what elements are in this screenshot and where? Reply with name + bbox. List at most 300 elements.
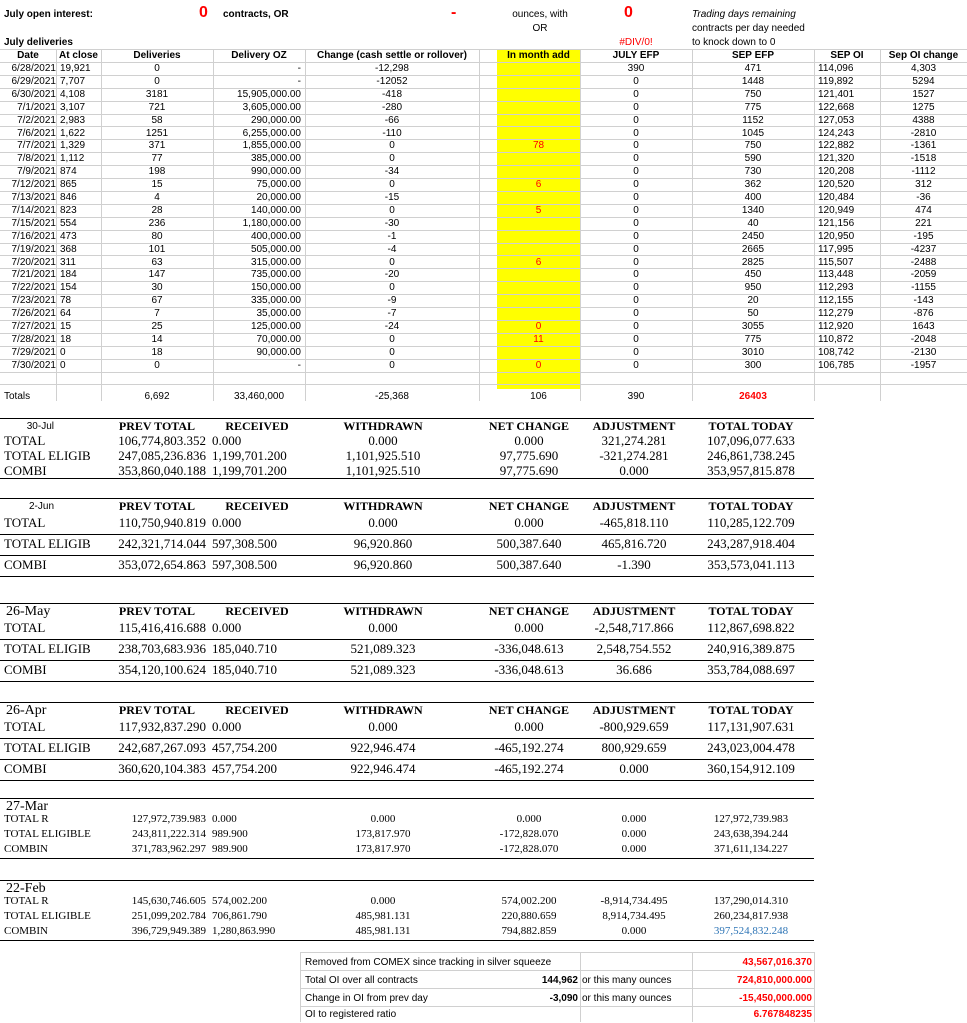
section-cell: 0.000 [619, 761, 649, 776]
section-header: PREV TOTAL [118, 604, 196, 618]
row-sep-oi: 127,053 [818, 114, 855, 126]
section-cell: 0.000 [514, 620, 544, 635]
section-cell: 597,308.500 [212, 536, 277, 551]
section-cell: 185,040.710 [212, 641, 277, 656]
section-cell: 1,280,863.990 [212, 925, 276, 937]
row-delivery-oz: 3,605,000.00 [242, 101, 301, 113]
totals-deliveries: 6,692 [144, 391, 170, 402]
section-cell: 247,085,236.836 [118, 448, 206, 463]
row-change: -110 [382, 127, 402, 139]
row-sep-efp: 590 [744, 153, 762, 165]
row-sep-oi-change: 474 [915, 204, 932, 216]
row-at-close: 3,107 [60, 101, 86, 113]
row-at-close: 823 [60, 204, 77, 216]
section-row-label: TOTAL R [4, 814, 49, 825]
row-sep-oi: 120,520 [818, 179, 855, 191]
row-change: -15 [384, 192, 400, 203]
section-cell: 0.000 [621, 843, 647, 855]
section-cell: 0.000 [212, 719, 242, 734]
section-cell: 521,089.323 [350, 662, 416, 677]
section-cell: 574,002.200 [212, 895, 267, 907]
summary-gridline [300, 952, 301, 1022]
row-sep-oi: 122,668 [818, 101, 855, 113]
oi-ounces: 724,810,000.000 [736, 975, 812, 986]
row-deliveries: 101 [148, 243, 166, 255]
row-july-efp: 0 [633, 179, 639, 191]
row-deliveries: 0 [154, 63, 160, 74]
row-at-close: 1,112 [60, 153, 85, 165]
section-cell: 137,290,014.310 [713, 895, 789, 907]
row-date: 7/6/2021 [17, 127, 56, 139]
row-sep-oi-change: -1518 [910, 153, 937, 165]
row-sep-efp: 750 [744, 88, 762, 100]
section-header: PREV TOTAL [118, 499, 196, 513]
section-cell: 353,957,815.878 [707, 463, 795, 478]
section-cell: 0.000 [514, 719, 544, 734]
section-cell: 0.000 [621, 828, 647, 840]
summary-gridline [814, 952, 815, 1022]
section-cell: 251,099,202.784 [131, 910, 206, 922]
section-row-label: COMBI [4, 558, 47, 571]
row-sep-oi: 108,742 [818, 346, 855, 358]
row-delivery-oz: 1,855,000.00 [242, 140, 301, 152]
section-cell: 353,860,040.188 [118, 463, 206, 478]
row-date: 7/28/2021 [11, 333, 56, 345]
row-july-efp: 0 [633, 295, 639, 307]
section-cell: 321,274.281 [601, 433, 667, 448]
row-in-month-add: 0 [535, 359, 542, 371]
row-july-efp: 0 [633, 75, 639, 87]
row-delivery-oz: 990,000.00 [250, 166, 301, 178]
row-sep-efp: 1448 [741, 75, 765, 87]
section-row-label: COMBIN [4, 926, 49, 937]
section-cell: 0.000 [516, 813, 542, 825]
section-cell: 353,784,088.697 [707, 662, 795, 677]
section-cell: 485,981.131 [355, 910, 411, 922]
section-cell: -8,914,734.495 [600, 895, 668, 907]
row-date: 7/7/2021 [17, 140, 56, 152]
row-sep-oi: 113,448 [818, 269, 854, 281]
removed-value: 43,567,016.370 [742, 957, 812, 968]
row-delivery-oz: 140,000.00 [250, 204, 301, 216]
section-cell: 0.000 [368, 719, 398, 734]
row-sep-efp: 1340 [741, 204, 765, 216]
row-sep-efp: 3010 [741, 346, 765, 358]
change-mid: or this many ounces [582, 993, 672, 1004]
column-header: Date [17, 50, 39, 61]
section-cell: 117,131,907.631 [707, 719, 795, 734]
row-july-efp: 0 [633, 192, 639, 203]
section-header: ADJUSTMENT [592, 703, 676, 717]
row-sep-oi: 106,785 [818, 359, 855, 371]
row-at-close: 15 [60, 321, 72, 332]
section-cell: 185,040.710 [212, 662, 277, 677]
section-cell: 354,120,100.624 [118, 662, 206, 677]
row-delivery-oz: 505,000.00 [250, 243, 301, 255]
row-sep-oi: 114,096 [818, 63, 854, 74]
column-header: In month add [507, 50, 570, 61]
row-delivery-oz: 1,180,000.00 [242, 217, 301, 229]
row-july-efp: 0 [633, 333, 639, 345]
removed-label: Removed from COMEX since tracking in silver squeeze [305, 957, 552, 968]
section-cell: 127,972,739.983 [131, 813, 206, 825]
section-cell: 0.000 [514, 433, 544, 448]
section-cell: 107,096,077.633 [707, 433, 795, 448]
section-header: TOTAL TODAY [708, 703, 794, 717]
row-sep-efp: 775 [744, 101, 762, 113]
row-deliveries: 18 [151, 346, 163, 358]
row-deliveries: 371 [148, 140, 166, 152]
row-delivery-oz: 735,000.00 [250, 269, 301, 281]
row-deliveries: 30 [151, 282, 163, 294]
section-cell: -172,828.070 [499, 843, 559, 855]
row-sep-oi-change: -36 [916, 192, 931, 203]
row-deliveries: 236 [148, 217, 166, 229]
ounces-dash: - [451, 4, 457, 21]
section-cell: 243,023,004.478 [707, 740, 795, 755]
row-at-close: 473 [60, 230, 77, 242]
row-at-close: 368 [60, 243, 77, 255]
section-row-label: TOTAL [4, 516, 46, 529]
gridline-v [479, 49, 480, 401]
row-at-close: 0 [60, 359, 66, 371]
row-sep-efp: 40 [747, 217, 759, 229]
row-july-efp: 0 [633, 243, 639, 255]
row-change: -34 [384, 166, 400, 178]
column-header: Change (cash settle or rollover) [316, 50, 468, 61]
row-at-close: 1,622 [60, 127, 86, 139]
row-delivery-oz: 75,000.00 [256, 179, 301, 191]
oi-mid: or this many ounces [582, 975, 672, 986]
row-at-close: 846 [60, 192, 77, 203]
section-line [0, 880, 814, 881]
july-deliveries-label: July deliveries [4, 37, 73, 48]
section-cell: -336,048.613 [494, 662, 564, 677]
section-cell: 0.000 [212, 620, 242, 635]
section-cell: 1,101,925.510 [345, 448, 421, 463]
row-date: 7/2/2021 [17, 114, 56, 126]
section-cell: 97,775.690 [499, 448, 559, 463]
row-july-efp: 0 [633, 217, 639, 229]
row-july-efp: 0 [633, 256, 639, 268]
section-cell: 371,783,962.297 [131, 843, 206, 855]
row-date: 7/22/2021 [11, 282, 56, 294]
row-sep-oi-change: -4237 [910, 243, 937, 255]
row-in-month-add: 78 [532, 140, 545, 152]
row-change: -12,298 [375, 63, 409, 74]
section-cell: 2,548,754.552 [596, 641, 672, 656]
row-in-month-add: 6 [535, 256, 542, 268]
row-change: 0 [389, 333, 395, 345]
section-header: RECEIVED [225, 419, 289, 433]
row-in-month-add: 5 [535, 204, 542, 216]
trading-days-line2: contracts per day needed [692, 23, 805, 34]
row-sep-efp: 2665 [741, 243, 765, 255]
row-july-efp: 0 [633, 153, 639, 165]
row-sep-oi: 120,484 [818, 192, 855, 203]
row-july-efp: 0 [633, 204, 639, 216]
row-delivery-oz: 6,255,000.00 [242, 127, 301, 139]
summary-gridline [580, 952, 581, 1022]
row-sep-efp: 3055 [741, 321, 765, 332]
section-cell: 110,285,122.709 [707, 515, 795, 530]
totals-oz: 33,460,000 [233, 391, 285, 402]
row-sep-oi: 119,892 [818, 75, 854, 87]
row-change: -12052 [376, 75, 408, 87]
row-sep-efp: 2825 [741, 256, 765, 268]
section-cell: 0.000 [514, 515, 544, 530]
row-in-month-add: 11 [533, 333, 544, 345]
row-at-close: 311 [60, 256, 76, 268]
row-sep-oi-change: 4388 [912, 114, 935, 126]
row-sep-oi: 121,156 [818, 217, 855, 229]
section-cell: 989.900 [212, 828, 248, 840]
section-cell: 360,620,104.383 [118, 761, 206, 776]
row-sep-oi: 117,995 [818, 243, 854, 255]
row-date: 7/29/2021 [11, 346, 56, 358]
row-sep-oi-change: 1527 [912, 88, 935, 100]
section-header: NET CHANGE [488, 499, 570, 513]
section-row-line [0, 555, 814, 556]
totals-change: -25,368 [375, 391, 409, 402]
section-row-line [0, 576, 814, 577]
row-delivery-oz: - [297, 63, 301, 74]
row-sep-oi-change: -2059 [910, 269, 937, 281]
row-date: 7/14/2021 [11, 204, 56, 216]
column-header: JULY EFP [612, 50, 660, 61]
row-deliveries: 0 [154, 75, 160, 87]
totals-in-month: 106 [530, 391, 547, 402]
section-cell: 922,946.474 [350, 740, 416, 755]
section-cell: -172,828.070 [499, 828, 559, 840]
totals-july-efp: 390 [627, 391, 645, 402]
section-cell: 360,154,912.109 [707, 761, 795, 776]
row-delivery-oz: 290,000.00 [250, 114, 301, 126]
row-deliveries: 7 [154, 308, 160, 320]
row-change: -66 [384, 114, 400, 126]
section-date: 2-Jun [28, 501, 54, 512]
row-deliveries: 58 [151, 114, 163, 126]
row-deliveries: 3181 [145, 88, 169, 100]
row-delivery-oz: 315,000.00 [250, 256, 301, 268]
section-cell: 260,234,817.938 [713, 910, 789, 922]
open-interest-label: July open interest: [4, 9, 93, 20]
column-header: Sep OI change [888, 50, 959, 61]
row-in-month-add: 6 [535, 179, 542, 191]
row-sep-efp: 450 [744, 269, 762, 281]
section-cell: 597,308.500 [212, 557, 277, 572]
section-row-label: TOTAL ELIGIBLE [4, 911, 91, 922]
section-row-label: TOTAL ELIGIB [4, 537, 91, 550]
section-date: 27-Mar [6, 799, 48, 814]
row-sep-oi-change: 1275 [912, 101, 935, 113]
row-sep-oi-change: 5294 [912, 75, 935, 87]
row-delivery-oz: 400,000.00 [250, 230, 301, 242]
section-date: 22-Feb [6, 881, 46, 896]
row-july-efp: 0 [633, 140, 639, 152]
section-cell: 0.000 [368, 620, 398, 635]
section-cell: 371,611,134.227 [714, 843, 788, 855]
section-cell: -465,818.110 [599, 515, 669, 530]
gridline-v [814, 49, 815, 401]
row-at-close: 554 [60, 217, 77, 229]
row-sep-oi: 124,243 [818, 127, 855, 139]
section-cell: 1,199,701.200 [212, 448, 287, 463]
section-row-label: TOTAL R [4, 896, 49, 907]
row-sep-efp: 1152 [742, 114, 764, 126]
section-cell: 500,387.640 [496, 557, 562, 572]
row-at-close: 4,108 [60, 88, 86, 100]
row-july-efp: 0 [633, 282, 639, 294]
section-header: RECEIVED [225, 703, 289, 717]
row-at-close: 64 [60, 308, 72, 320]
row-deliveries: 147 [148, 269, 166, 281]
section-row-line [0, 478, 814, 479]
row-date: 7/13/2021 [11, 192, 56, 203]
trading-days-line3: to knock down to 0 [692, 37, 776, 48]
row-change: -30 [384, 217, 400, 229]
section-cell: 485,981.131 [355, 925, 411, 937]
row-sep-oi-change: -1112 [911, 166, 936, 178]
row-deliveries: 80 [151, 230, 163, 242]
section-cell: 353,072,654.863 [118, 557, 206, 572]
row-change: 0 [389, 282, 395, 294]
section-cell: 173,817.970 [355, 843, 411, 855]
row-deliveries: 14 [151, 333, 163, 345]
ounces-or-label: OR [532, 23, 548, 34]
section-cell: -800,929.659 [599, 719, 669, 734]
row-sep-oi-change: -876 [913, 308, 934, 320]
row-change: 0 [389, 346, 395, 358]
row-july-efp: 0 [633, 166, 639, 178]
row-delivery-oz: 20,000.00 [256, 192, 301, 203]
section-row-label: COMBI [4, 464, 47, 477]
section-row-label: TOTAL [4, 434, 46, 447]
row-delivery-oz: 150,000.00 [250, 282, 301, 294]
section-cell: 110,750,940.819 [118, 515, 206, 530]
oi-contracts: 144,962 [541, 975, 578, 986]
row-at-close: 18 [60, 333, 72, 345]
row-july-efp: 0 [633, 127, 639, 139]
row-delivery-oz: - [297, 359, 301, 371]
section-cell: 117,932,837.290 [118, 719, 206, 734]
row-july-efp: 0 [633, 269, 639, 281]
section-cell: 0.000 [621, 925, 647, 937]
row-delivery-oz: 125,000.00 [250, 321, 301, 332]
column-header: At close [59, 50, 98, 61]
section-row-label: TOTAL [4, 720, 46, 733]
row-date: 7/27/2021 [11, 321, 56, 332]
row-at-close: 184 [60, 269, 77, 281]
section-header: TOTAL TODAY [708, 499, 794, 513]
row-delivery-oz: - [297, 75, 301, 87]
gridline-h [0, 384, 967, 385]
row-sep-oi: 110,872 [818, 333, 854, 345]
row-delivery-oz: 335,000.00 [250, 295, 301, 307]
section-row-line [0, 681, 814, 682]
row-delivery-oz: 35,000.00 [256, 308, 301, 320]
row-sep-oi-change: -2810 [910, 127, 937, 139]
section-row-line [0, 738, 814, 739]
row-change: 0 [389, 359, 395, 371]
row-at-close: 1,329 [60, 140, 86, 152]
section-header: NET CHANGE [488, 419, 570, 433]
section-cell: 106,774,803.352 [118, 433, 206, 448]
section-cell: 243,811,222.314 [132, 828, 206, 840]
row-sep-efp: 362 [744, 179, 762, 191]
section-row-label: TOTAL ELIGIB [4, 741, 91, 754]
row-deliveries: 198 [148, 166, 166, 178]
section-cell: 500,387.640 [496, 536, 562, 551]
row-change: 0 [389, 204, 395, 216]
section-row-label: COMBI [4, 762, 47, 775]
row-date: 7/8/2021 [17, 153, 56, 165]
row-in-month-add: 0 [535, 321, 542, 332]
row-sep-efp: 750 [744, 140, 762, 152]
row-change: -4 [387, 243, 397, 255]
row-deliveries: 4 [154, 192, 160, 203]
row-delivery-oz: 385,000.00 [250, 153, 301, 165]
totals-label: Totals [4, 391, 31, 402]
section-cell: 36.686 [616, 662, 652, 677]
change-contracts: -3,090 [549, 993, 578, 1004]
section-cell: 96,920.860 [353, 557, 413, 572]
row-date: 7/19/2021 [11, 243, 56, 255]
row-sep-efp: 730 [744, 166, 762, 178]
row-sep-oi-change: -195 [913, 230, 934, 242]
section-header: WITHDRAWN [343, 604, 423, 618]
section-header: RECEIVED [225, 499, 289, 513]
section-date: 26-May [6, 604, 51, 619]
row-sep-oi: 122,882 [818, 140, 855, 152]
row-date: 7/9/2021 [17, 166, 56, 178]
section-row-line [0, 780, 814, 781]
row-deliveries: 1251 [145, 127, 169, 139]
days-zero: 0 [624, 4, 633, 21]
row-sep-oi: 112,293 [818, 282, 854, 294]
section-cell: -1.390 [617, 557, 651, 572]
row-deliveries: 67 [151, 295, 163, 307]
section-cell: -336,048.613 [494, 641, 564, 656]
section-cell: 242,687,267.093 [118, 740, 206, 755]
row-july-efp: 0 [633, 346, 639, 358]
section-cell: 0.000 [619, 463, 649, 478]
row-sep-efp: 950 [744, 282, 762, 294]
section-cell: 397,524,832.248 [713, 925, 789, 937]
row-change: -9 [387, 295, 397, 307]
row-sep-oi: 120,208 [818, 166, 855, 178]
summary-row-line [300, 952, 814, 953]
row-date: 7/12/2021 [11, 179, 56, 191]
section-cell: 457,754.200 [212, 761, 277, 776]
row-july-efp: 390 [627, 63, 645, 74]
section-cell: -2,548,717.866 [594, 620, 674, 635]
section-cell: 794,882.859 [501, 925, 557, 937]
row-at-close: 2,983 [60, 114, 86, 126]
column-header: Deliveries [133, 50, 181, 61]
row-change: -280 [381, 101, 402, 113]
row-july-efp: 0 [633, 230, 639, 242]
section-cell: 0.000 [370, 895, 396, 907]
row-deliveries: 15 [151, 179, 163, 191]
section-header: WITHDRAWN [343, 419, 423, 433]
section-cell: 127,972,739.983 [713, 813, 789, 825]
row-sep-efp: 50 [747, 308, 759, 320]
row-date: 7/15/2021 [11, 217, 56, 229]
section-cell: 238,703,683.936 [118, 641, 206, 656]
section-cell: 457,754.200 [212, 740, 277, 755]
row-date: 7/21/2021 [11, 269, 56, 281]
